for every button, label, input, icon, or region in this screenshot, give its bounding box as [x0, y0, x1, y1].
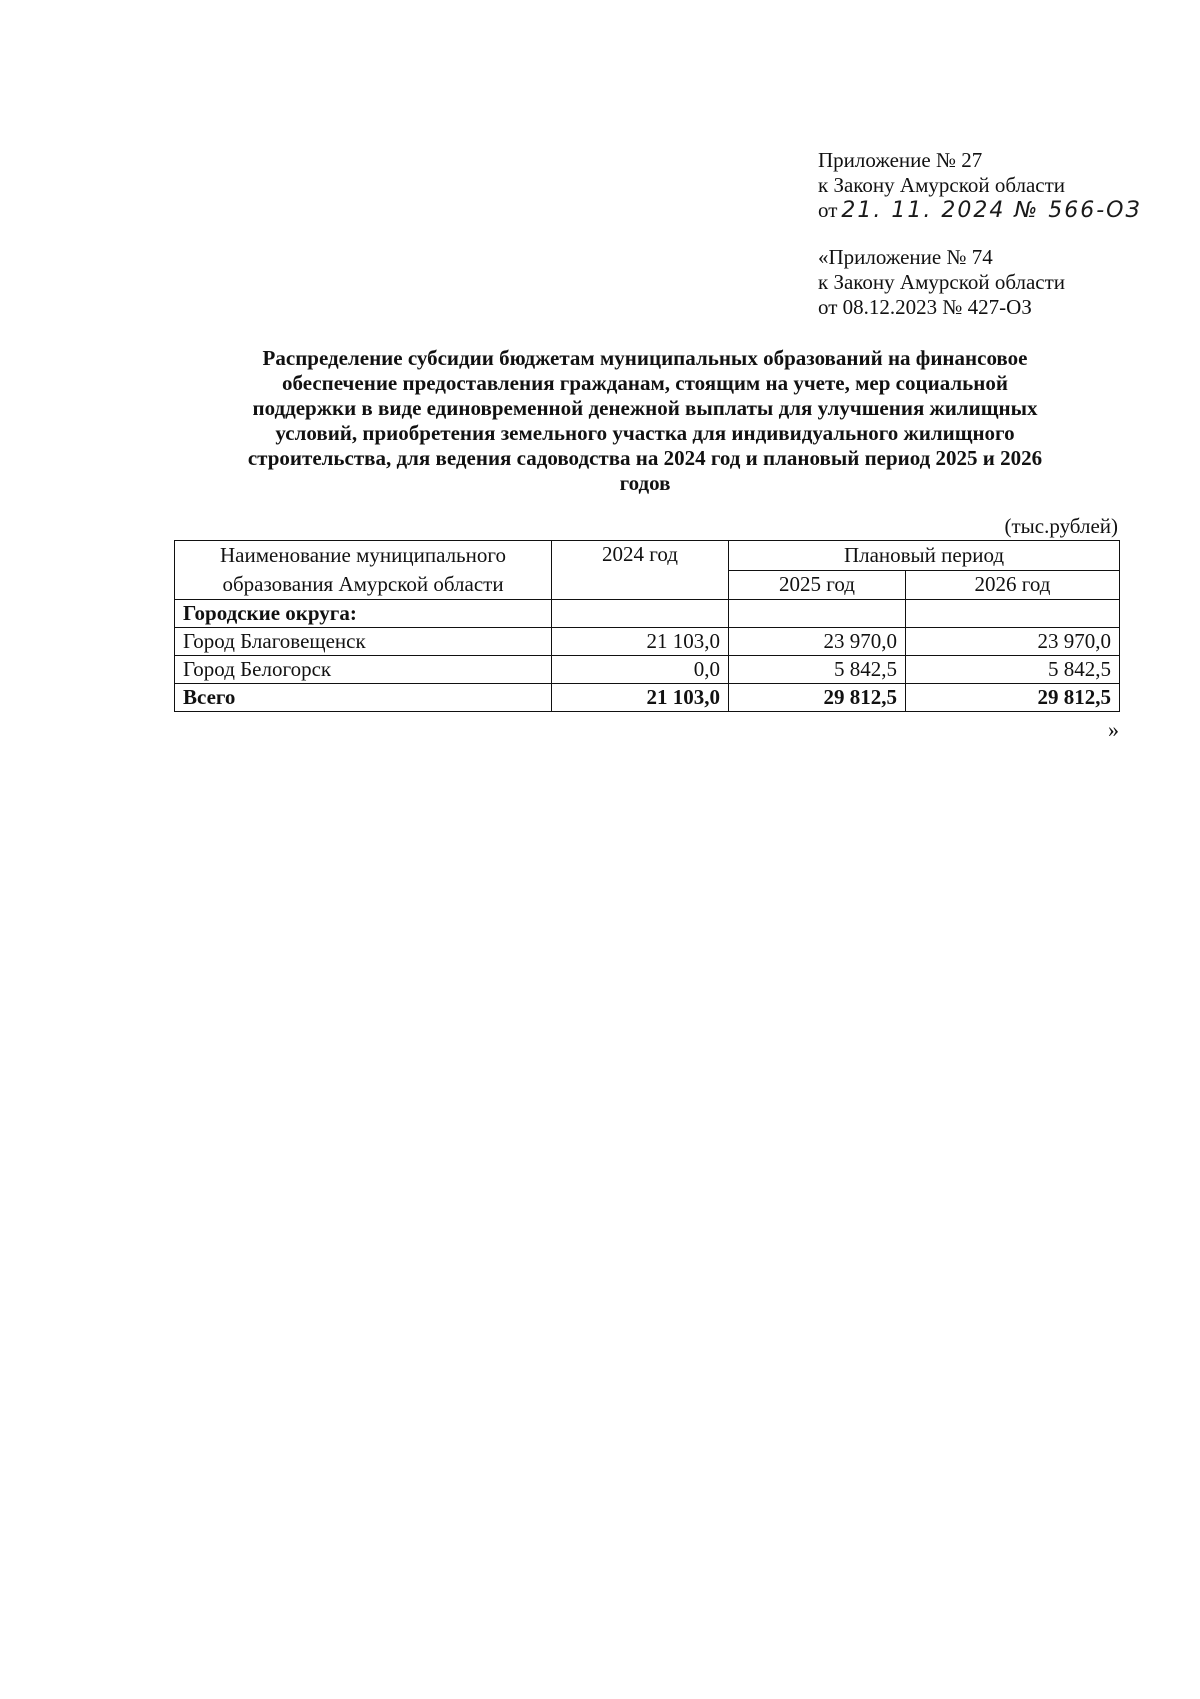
appendix-74-line2: к Закону Амурской области: [818, 270, 1066, 294]
document-title: [175, 346, 1115, 496]
total-value-2025: 29 812,5: [729, 684, 906, 712]
appendix-27-date-prefix: от: [818, 198, 838, 222]
header-2026: 2026 год: [906, 570, 1120, 600]
title-line: строительства, для ведения садоводства на 2024 год и плановый период 2025 и 2026: [247, 446, 1043, 470]
total-value-2026: 29 812,5: [906, 684, 1120, 712]
table-row: [175, 628, 1120, 656]
appendix-27-line2: к Закону Амурской области: [818, 173, 1066, 197]
units-label: (тыс.рублей): [1004, 514, 1118, 538]
appendix-74-line1: «Приложение № 74: [818, 245, 993, 269]
header-municipality-line1: Наименование муниципального: [220, 543, 506, 567]
row-value-2024: 21 103,0: [552, 628, 729, 656]
appendix-27-line1: Приложение № 27: [818, 148, 983, 172]
row-value-2026: 5 842,5: [906, 656, 1120, 684]
header-2025: 2025 год: [729, 570, 906, 600]
row-value-2024: 0,0: [552, 656, 729, 684]
title-line: поддержки в виде единовременной денежной выплаты для улучшения жилищных: [252, 396, 1038, 420]
appendix-27-header: [818, 148, 1142, 223]
appendix-74-header: [818, 245, 1065, 320]
section-label: Городские округа:: [175, 600, 552, 628]
total-value-2024: 21 103,0: [552, 684, 729, 712]
title-line: годов: [619, 471, 671, 495]
title-line: Распределение субсидии бюджетам муниципальных образований на финансовое: [262, 346, 1028, 370]
empty-cell: [906, 600, 1120, 628]
table-header-row: [175, 541, 1120, 571]
row-value-2026: 23 970,0: [906, 628, 1120, 656]
header-planned-period: Плановый период: [729, 541, 1120, 571]
table-section-row: [175, 600, 1120, 628]
subsidy-table: [174, 540, 1120, 712]
total-label: Всего: [175, 684, 552, 712]
appendix-27-line3: [818, 198, 1142, 223]
row-name: Город Белогорск: [175, 656, 552, 684]
header-municipality: [175, 541, 552, 600]
title-line: условий, приобретения земельного участка для индивидуального жилищного: [275, 421, 1015, 445]
row-name: Город Благовещенск: [175, 628, 552, 656]
handwritten-date-number: 21. 11. 2024 № 566-ОЗ: [841, 198, 1142, 223]
closing-quote: »: [1108, 717, 1119, 742]
appendix-74-line3: от 08.12.2023 № 427-ОЗ: [818, 295, 1032, 319]
header-2024: 2024 год: [552, 541, 729, 600]
title-line: обеспечение предоставления гражданам, стоящим на учете, мер социальной: [282, 371, 1008, 395]
row-value-2025: 23 970,0: [729, 628, 906, 656]
header-municipality-line2: образования Амурской области: [222, 572, 504, 596]
empty-cell: [552, 600, 729, 628]
empty-cell: [729, 600, 906, 628]
row-value-2025: 5 842,5: [729, 656, 906, 684]
table-row: [175, 656, 1120, 684]
table-total-row: [175, 684, 1120, 712]
